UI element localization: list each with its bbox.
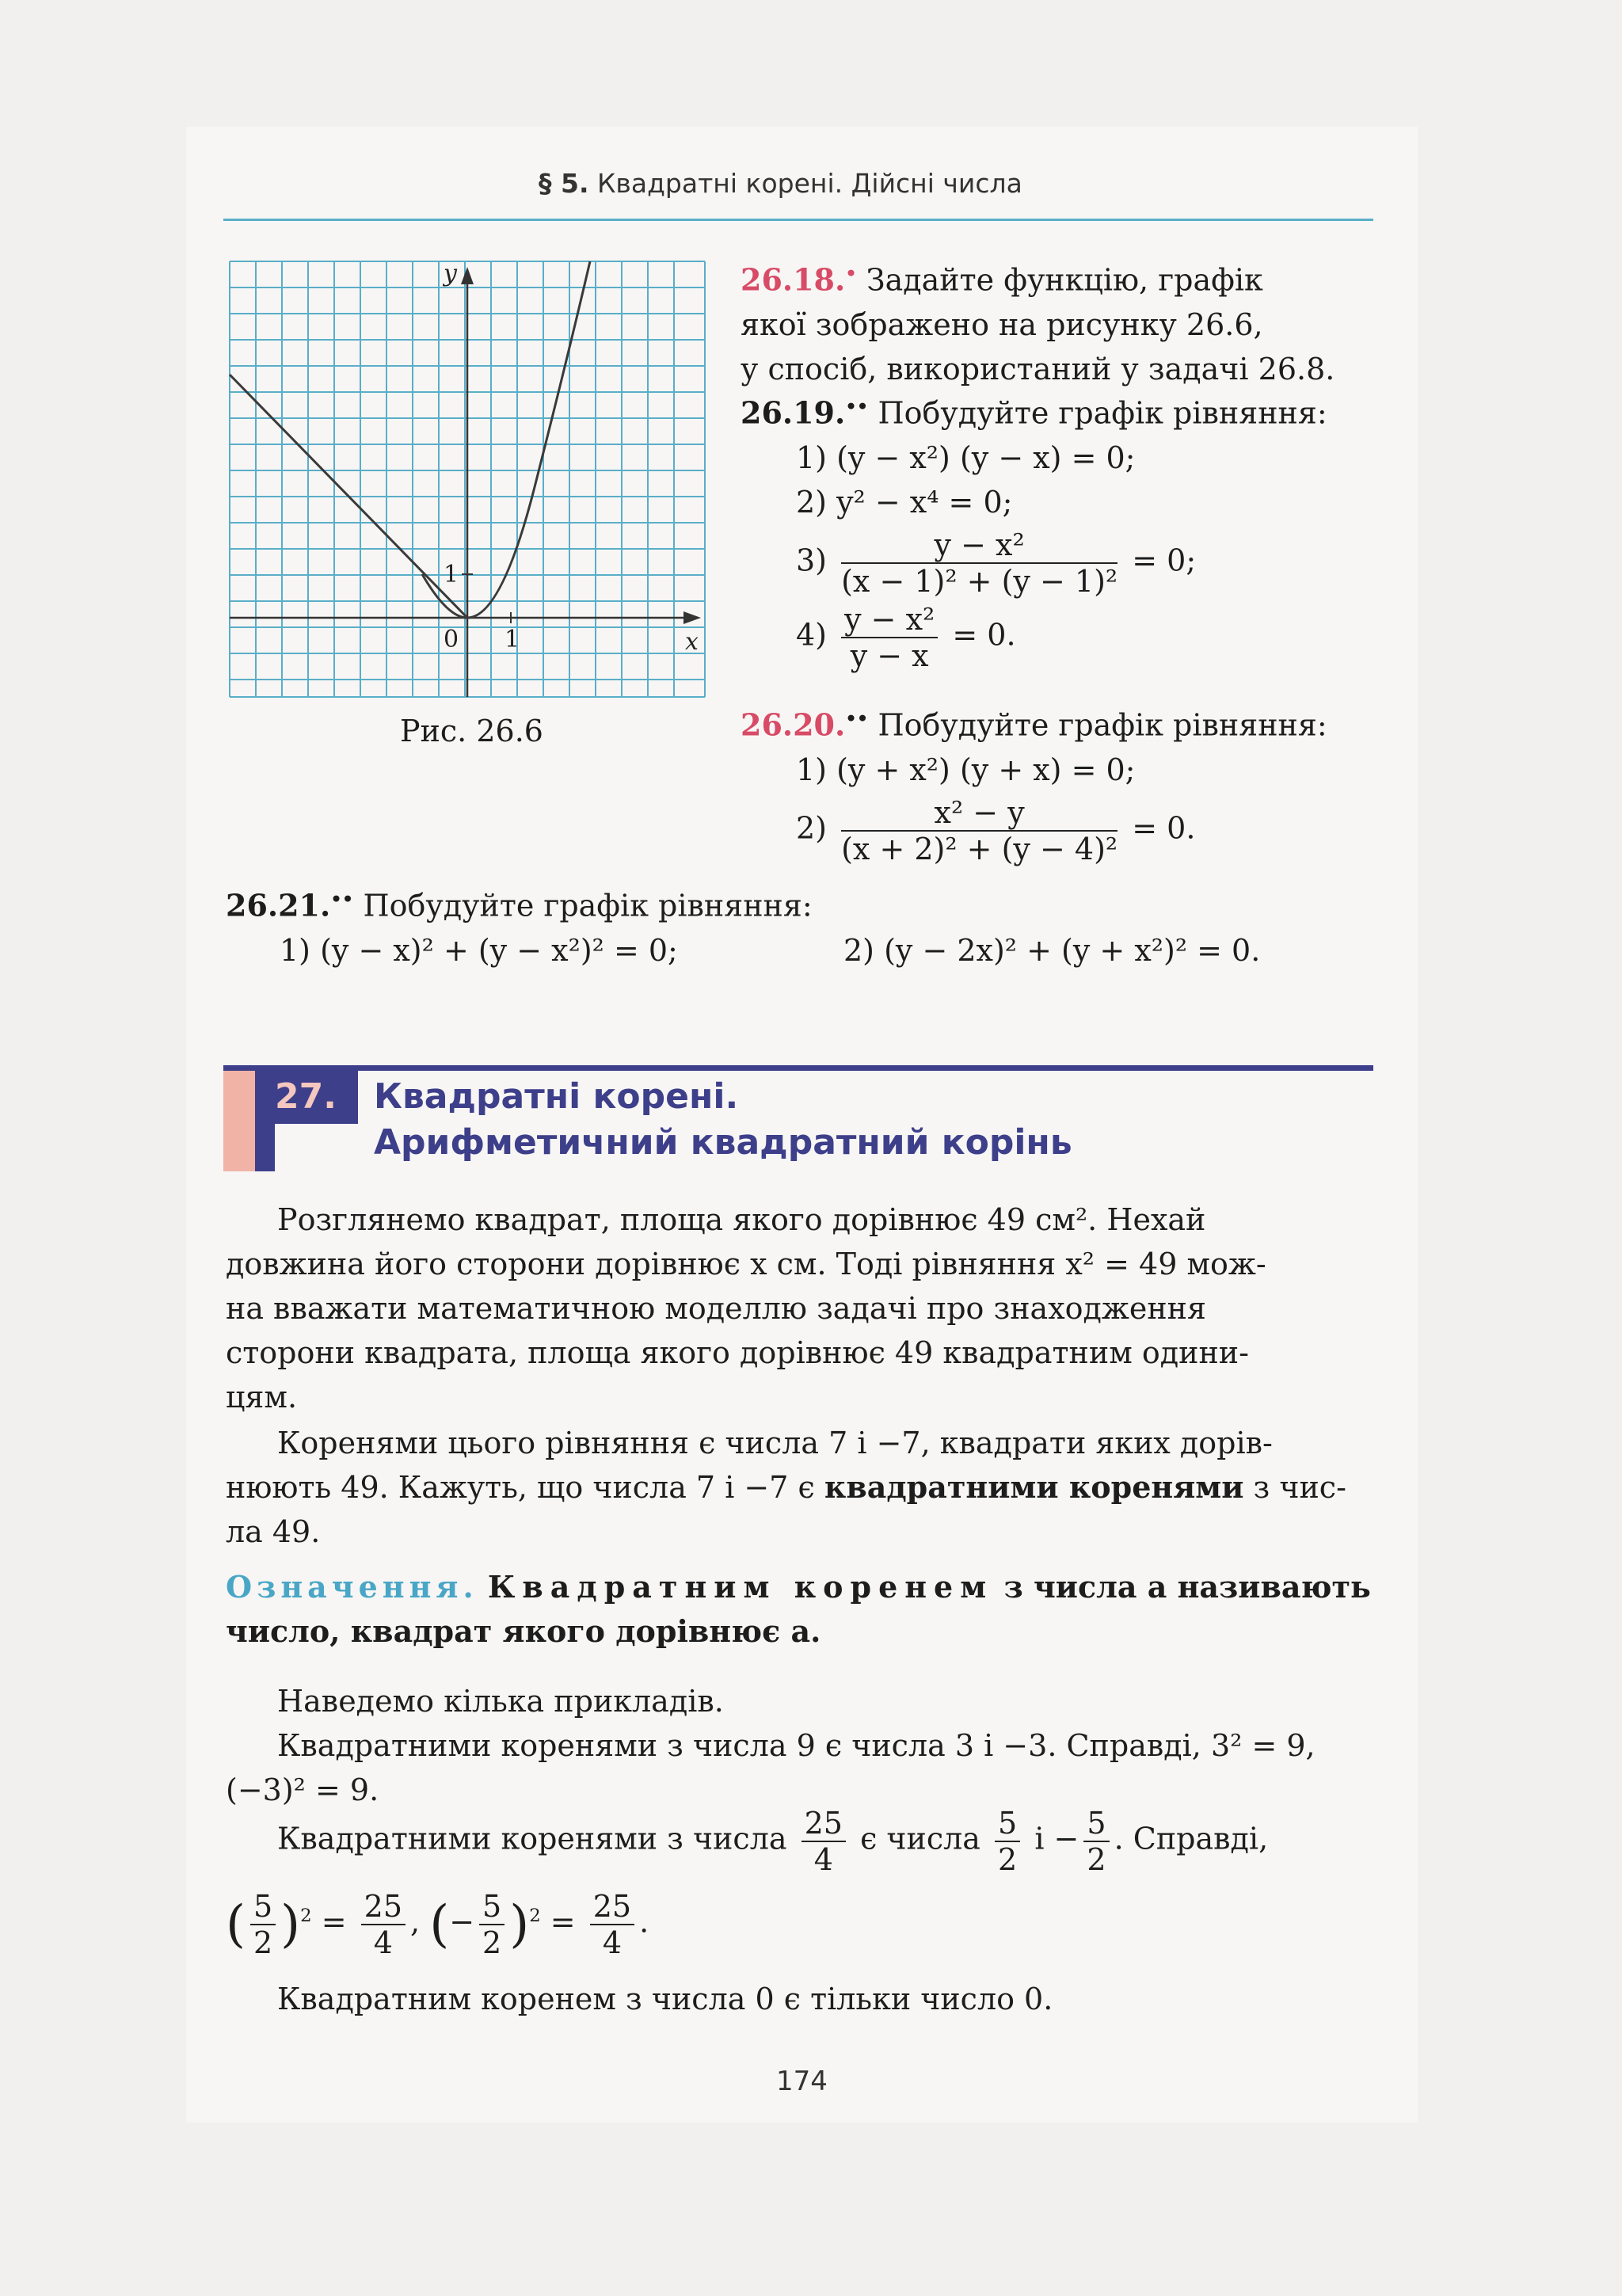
text-line — [226, 1465, 1374, 1510]
numerator: y − x² — [841, 602, 938, 638]
section-number: 27. — [275, 1076, 337, 1117]
fraction — [590, 1889, 634, 1960]
text-span: з чис- — [1243, 1470, 1346, 1505]
denominator: (x − 1)² + (y − 1)² — [841, 563, 1118, 599]
problem-26-18 — [741, 252, 1374, 391]
problem-item: 1) (y − x)² + (y − x²)² = 0; — [280, 932, 678, 968]
problem-text: Побудуйте графік рівняння: — [878, 707, 1327, 743]
text-span: = — [321, 1904, 347, 1940]
text-line: (−3)² = 9. — [226, 1772, 379, 1807]
text-span: є числа — [860, 1821, 980, 1856]
x-axis-arrow — [683, 611, 701, 624]
problem-26-19 — [741, 385, 1374, 673]
numerator: 5 — [479, 1889, 504, 1925]
fraction — [250, 1889, 276, 1960]
text-span: . — [639, 1904, 649, 1940]
text-span: нюють 49. Кажуть, що числа 7 і −7 є — [226, 1470, 824, 1505]
item-label: 3) — [796, 543, 828, 578]
definition — [226, 1565, 1374, 1654]
numerator: 25 — [361, 1889, 406, 1925]
definition-text: число, квадрат якого дорівнює a. — [226, 1613, 821, 1649]
text-line: довжина його сторони дорівнює x см. Тоді рівняння x² = 49 мож- — [226, 1247, 1266, 1281]
text-span: Квадратними коренями з числа — [277, 1821, 787, 1856]
problem-number: 26.18. — [741, 261, 846, 298]
item-end: = 0; — [1132, 543, 1197, 578]
text-line: Коренями цього рівняння є числа 7 і −7, квадрати яких дорів- — [277, 1426, 1273, 1460]
numerator: y − x² — [841, 527, 1118, 564]
text-line: сторони квадрата, площа якого дорівнює 49 квадратним одини- — [226, 1335, 1249, 1370]
denominator: 4 — [813, 1842, 833, 1877]
denominator: y − x — [850, 638, 929, 673]
problem-text: Побудуйте графік рівняння: — [878, 395, 1327, 431]
section-title-line1: Квадратні корені. — [374, 1076, 739, 1117]
problem-item: 1) (y − x²) (y − x) = 0; — [796, 440, 1136, 475]
denominator: 2 — [482, 1925, 502, 1960]
numerator: 25 — [590, 1889, 634, 1925]
definition-text: з числа a називають — [993, 1569, 1371, 1605]
header-rule — [223, 219, 1373, 221]
fraction — [801, 1806, 846, 1877]
item-label: 2) — [796, 810, 828, 846]
figure-caption: Рис. 26.6 — [400, 714, 543, 748]
header-title: Квадратні корені. Дійсні числа — [597, 168, 1022, 199]
section-heading — [223, 1065, 1373, 1171]
definition-label: Означення. — [226, 1569, 478, 1605]
fraction — [479, 1889, 504, 1960]
problem-number: 26.21. — [226, 887, 331, 923]
difficulty-mark: • — [845, 264, 857, 284]
example-2-check: ( $\frac{5}{2}$ )$^2$ = $\frac{25}{4}$ , (− $\frac{5}{2}$ )$^2$ = $\frac{25}{4}$ . — [226, 1889, 649, 1960]
item-end: = 0. — [952, 617, 1016, 653]
y-tick-label: 1 — [444, 561, 459, 588]
examples — [226, 1679, 1374, 1812]
problem-item — [741, 602, 1374, 673]
problem-text: у спосіб, використаний у задачі 26.8. — [741, 351, 1335, 386]
item-end: = 0. — [1132, 810, 1196, 846]
numerator: 25 — [801, 1806, 846, 1842]
fraction — [841, 527, 1118, 599]
denominator: (x + 2)² + (y − 4)² — [841, 831, 1118, 866]
origin-label: 0 — [444, 626, 459, 653]
numerator: 5 — [250, 1889, 276, 1925]
y-axis-arrow — [461, 267, 474, 284]
difficulty-mark: •• — [845, 397, 869, 417]
fraction — [1083, 1806, 1109, 1877]
numerator: x² − y — [841, 795, 1118, 832]
problem-26-21 — [226, 878, 1374, 973]
section-title-line2: Арифметичний квадратний корінь — [374, 1122, 1072, 1163]
paragraph-2 — [226, 1421, 1374, 1554]
text-span: . Справді, — [1114, 1821, 1269, 1856]
text-span: і − — [1034, 1821, 1079, 1856]
paragraph-1 — [226, 1197, 1374, 1419]
text-span: = — [550, 1904, 576, 1940]
bold-term: квадратними коренями — [824, 1469, 1244, 1505]
problem-item: 2) (y − 2x)² + (y + x²)² = 0. — [843, 932, 1261, 968]
denominator: 2 — [253, 1925, 273, 1960]
fraction — [995, 1806, 1020, 1877]
difficulty-mark: •• — [845, 709, 869, 729]
text-line: Розглянемо квадрат, площа якого дорівнює 49 см². Нехай — [277, 1202, 1206, 1237]
fraction — [841, 795, 1118, 866]
problem-text: Побудуйте графік рівняння: — [363, 888, 813, 923]
denominator: 2 — [1087, 1842, 1106, 1877]
header-paragraph: § 5. — [539, 168, 589, 199]
text-line: на вважати математичною моделлю задачі про знаходження — [226, 1291, 1206, 1326]
problem-number: 26.20. — [741, 706, 846, 743]
x-axis-label: x — [685, 628, 699, 656]
text-line: ла 49. — [226, 1514, 321, 1549]
problem-item: 1) (y + x²) (y + x) = 0; — [796, 752, 1136, 787]
running-header — [539, 168, 1022, 199]
text-line: цям. — [226, 1380, 298, 1415]
text-line: Квадратними коренями з числа 9 є числа 3 і −3. Справді, 3² = 9, — [277, 1728, 1315, 1763]
fraction — [841, 602, 938, 673]
x-tick-label: 1 — [504, 626, 520, 653]
fraction — [361, 1889, 406, 1960]
numerator: 5 — [995, 1806, 1020, 1842]
example-2-line — [277, 1806, 1378, 1877]
difficulty-mark: •• — [330, 889, 354, 910]
problem-text: якої зображено на рисунку 26.6, — [741, 307, 1263, 342]
graph-parabola — [467, 261, 590, 618]
definition-term: Квадратним коренем — [487, 1569, 994, 1605]
page-number: 174 — [776, 2066, 828, 2097]
text-line: Наведемо кілька прикладів. — [277, 1684, 724, 1719]
denominator: 4 — [602, 1925, 622, 1960]
numerator: 5 — [1083, 1806, 1109, 1842]
denominator: 2 — [998, 1842, 1018, 1877]
problem-text: Задайте функцію, графік — [866, 262, 1263, 298]
figure-26-6 — [226, 257, 709, 701]
problem-26-20 — [741, 697, 1374, 866]
text-span: , — [410, 1904, 421, 1940]
problem-item: 2) y² − x⁴ = 0; — [796, 484, 1013, 520]
problem-item — [741, 795, 1374, 866]
y-axis-label: y — [444, 260, 457, 287]
item-label: 4) — [796, 617, 828, 653]
example-3: Квадратним коренем з числа 0 є тільки число 0. — [277, 1982, 1053, 2016]
problem-number: 26.19. — [741, 394, 846, 431]
denominator: 4 — [373, 1925, 393, 1960]
problem-item — [741, 527, 1374, 599]
